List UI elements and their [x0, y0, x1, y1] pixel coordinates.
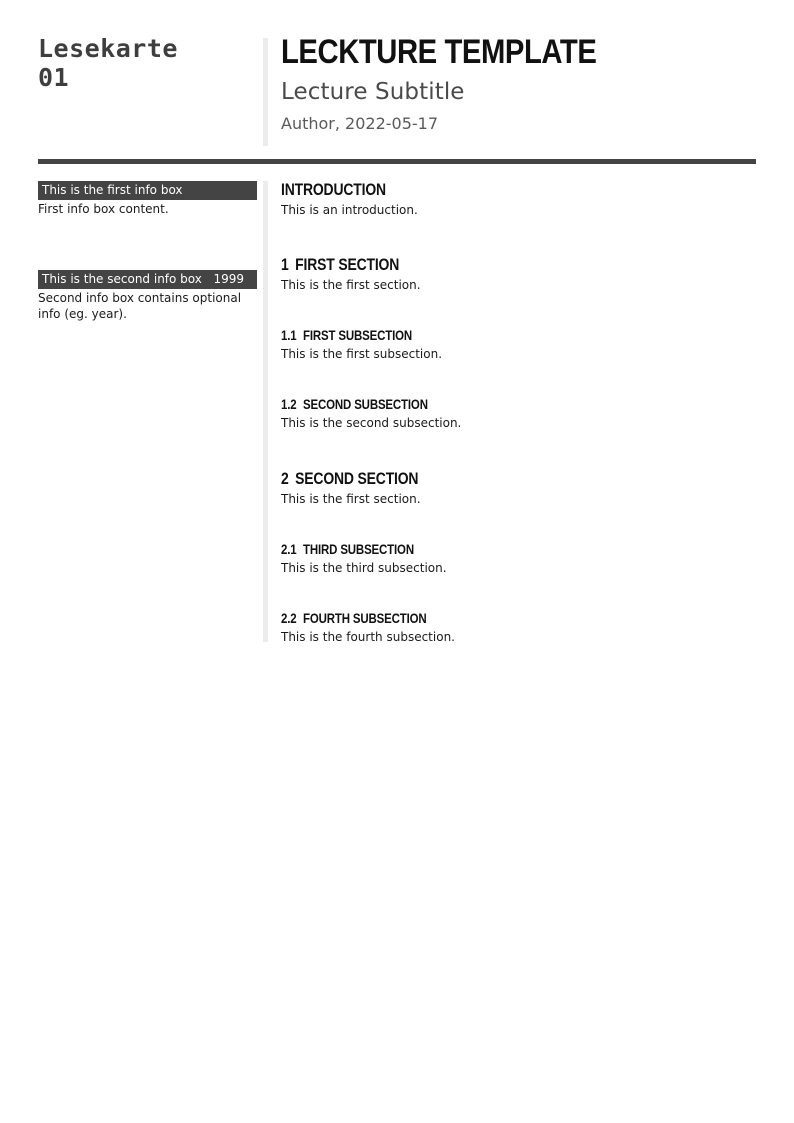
- introduction-heading: INTRODUCTION: [281, 180, 386, 199]
- subsection-number: 2.1: [281, 541, 297, 557]
- info-box-header: [38, 270, 257, 289]
- card-label-number: 01: [38, 63, 70, 92]
- info-box-title: This is the second info box: [42, 272, 202, 286]
- subsection-heading: [281, 609, 427, 627]
- introduction-text: This is an introduction.: [281, 203, 418, 217]
- subsection-number: 2.2: [281, 610, 297, 626]
- subsection-number: 1.1: [281, 327, 297, 343]
- header-vertical-bar: [263, 38, 268, 146]
- document-author-date: Author, 2022-05-17: [281, 114, 439, 133]
- subsection-text: This is the third subsection.: [281, 561, 447, 575]
- section-text: This is the first section.: [281, 492, 421, 506]
- subsection-heading: [281, 540, 414, 558]
- section-title: FIRST SECTION: [295, 255, 400, 274]
- card-label-name: Lesekarte: [38, 34, 178, 63]
- subsection-heading: [281, 395, 428, 413]
- document-title: LECKTURE TEMPLATE: [281, 33, 597, 71]
- info-box-header: [38, 181, 257, 200]
- section-number: 2: [281, 469, 289, 488]
- subsection-number: 1.2: [281, 396, 297, 412]
- info-box-tag: 1999: [213, 272, 244, 286]
- info-box: [38, 181, 257, 217]
- subsection-title: THIRD SUBSECTION: [303, 541, 414, 557]
- card-label: [38, 34, 178, 92]
- subsection-text: This is the fourth subsection.: [281, 630, 455, 644]
- header-divider: [38, 159, 756, 164]
- subsection-title: SECOND SUBSECTION: [303, 396, 428, 412]
- subsection-title: FOURTH SUBSECTION: [303, 610, 427, 626]
- content-vertical-bar: [263, 181, 268, 642]
- section-heading: [281, 254, 399, 276]
- info-box-content: Second info box contains optional info (eg. year).: [38, 291, 242, 321]
- subsection-text: This is the first subsection.: [281, 347, 443, 361]
- section-number: 1: [281, 255, 289, 274]
- info-box-content: First info box content.: [38, 202, 169, 216]
- subsection-text: This is the second subsection.: [281, 416, 462, 430]
- section-title: SECOND SECTION: [295, 469, 419, 488]
- section-text: This is the first section.: [281, 278, 421, 292]
- subsection-heading: [281, 326, 412, 344]
- subsection-title: FIRST SUBSECTION: [303, 327, 413, 343]
- section-heading: [281, 468, 418, 490]
- document-subtitle: Lecture Subtitle: [281, 79, 465, 105]
- info-box-title: This is the first info box: [42, 183, 183, 197]
- info-box: [38, 270, 257, 322]
